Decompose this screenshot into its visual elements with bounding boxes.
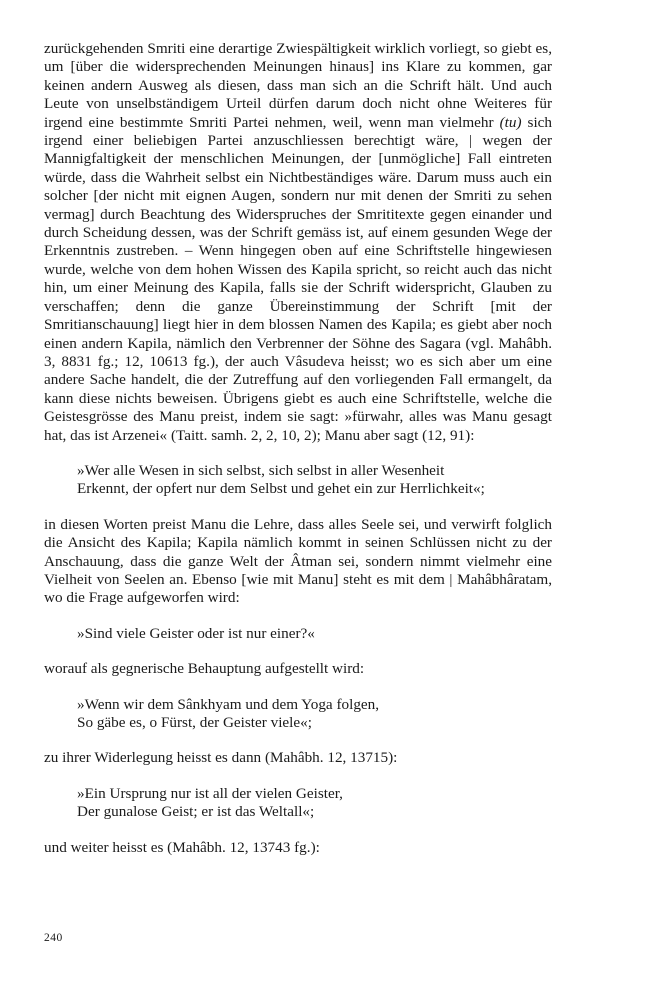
verse-line: Der gunalose Geist; er ist das Weltall«; [77,803,315,821]
page-body [44,40,552,857]
paragraph-smriti-discussion [44,40,552,445]
paragraph-text: zurückgehenden Smriti eine derartige Zwiespältigkeit wirklich vorliegt, so giebt es, um [über die widersprechenden Meinungen hinaus] ins Klare zu kommen, gar keinen andern Ausweg als diesen, dass man sich an die Schrift hält. Und auch Leute von unselbständigem Urteil dürfen darum doch nicht ohne Weiteres für irgend eine bestimmte Smriti Partei nehmen, weil, wenn man vielmehr [44,40,552,131]
paragraph-manu-teaching: in diesen Worten preist Manu die Lehre, dass alles Seele sei, und verwirft folglich die Ansicht des Kapila; Kapila nämlich kommt in seinen Schlüssen nicht zu der Anschauung, dass die ganze Welt der Âtman sei, sondern nimmt vielmehr eine Vielheit von Seelen an. Ebenso [wie mit Manu] steht es mit dem | Mahâbhâratam, wo die Frage aufgeworfen wird: [44,515,552,607]
paragraph-refutation: zu ihrer Widerlegung heisst es dann (Mahâbh. 12, 13715): [44,749,398,767]
verse-line: »Sind viele Geister oder ist nur einer?« [77,624,315,642]
verse-quote-origin [44,785,552,822]
verse-line: »Ein Ursprung nur ist all der vielen Geister, [77,784,343,802]
verse-line: Erkennt, der opfert nur dem Selbst und gehet ein zur Herrlichkeit«; [77,480,485,498]
verse-line: »Wenn wir dem Sânkhyam und dem Yoga folgen, [77,695,380,713]
paragraph-text-continued: sich irgend einer beliebigen Partei anzuschliessen berechtigt wäre, | wegen der Mannigfaltigkeit der menschlichen Meinungen, der [unmögliche] Fall eintreten würde, dass die Wahrheit selbst ein Nichtbeständiges wäre. Darum muss auch ein solcher [der nicht mit eignen Augen, sondern nur mit denen der Smriti zu sehen vermag] durch Beachtung des Widerspruches der Smrititexte gegen einander und durch Scheidung dessen, was der Schrift gemäss ist, auf einem gesunden Wege der Erkenntnis zustreben. – Wenn hingegen oben auf eine Schriftstelle hingewiesen wurde, welche von dem hohen Wissen des Kapila spricht, so reicht auch das nicht hin, um einer Meinung des Kapila, falls sie der Schrift widerspricht, Glauben zu verschaffen; denn die ganze Übereinstimmung der Schrift [mit der Smritianschauung] liegt hier in dem blossen Namen des Kapila; es giebt aber noch einen andern Kapila, nämlich den Verbrenner der Söhne des Sagara (vgl. Mahâbh. 3, 8831 fg.; 12, 10613 fg.), der auch Vâsudeva heisst; wo es sich aber um eine andere Sache handelt, die der Zutreffung auf den vorliegenden Fall ermangelt, da kann diese nichts beweisen. Übrigens giebt es auch eine Schriftstelle, welche die Geistesgrösse des Manu preist, indem sie sagt: »fürwahr, alles was Manu gesagt hat, das ist Arzenei« (Taitt. samh. 2, 2, 10, 2); Manu aber sagt (12, 91): [44,113,553,444]
verse-quote-question [44,625,552,643]
italic-term: (tu) [499,113,522,131]
verse-line: »Wer alle Wesen in sich selbst, sich selbst in aller Wesenheit [77,461,445,479]
paragraph-continuation: und weiter heisst es (Mahâbh. 12, 13743 fg.): [44,838,320,856]
verse-quote-manu [44,462,552,499]
verse-quote-sankhyam [44,696,552,733]
page-number: 240 [44,932,63,944]
paragraph-opponent-claim: worauf als gegnerische Behauptung aufgestellt wird: [44,660,365,678]
verse-line: So gäbe es, o Fürst, der Geister viele«; [77,714,312,731]
